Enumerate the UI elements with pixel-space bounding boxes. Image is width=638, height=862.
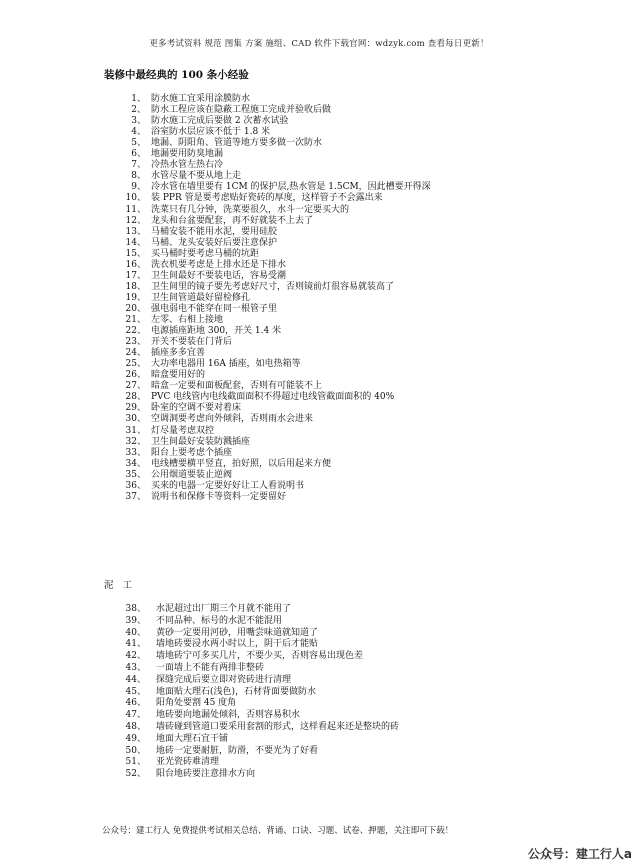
list-item-text: 水泥超过出厂期三个月就不能用了: [156, 604, 292, 614]
list-item-number: 24、: [125, 348, 146, 359]
list-item-number: 32、: [125, 436, 146, 447]
list-item-text: 探缝完成后要立即对瓷砖进行清理: [156, 674, 292, 685]
list-item-text: 地面贴大理石(浅色)，石材背面要做防水: [156, 686, 317, 697]
list-item-number: 43、: [125, 663, 146, 673]
list-item-number: 13、: [125, 226, 146, 237]
list-item-text: PVC 电线管内电线截面面积不得超过电线管截面面积的 40%: [151, 392, 395, 403]
list-item-text: 冷热水管左热右冷: [151, 160, 224, 171]
list-item-number: 21、: [125, 315, 146, 325]
list-item-number: 31、: [125, 425, 146, 436]
list-item-text: 地面大理石宜干铺: [156, 733, 229, 744]
list-item-number: 41、: [125, 639, 146, 650]
list-item-text: 阳角处要割 45 度角: [156, 698, 237, 709]
list-item-number: 40、: [125, 627, 146, 638]
list-item-text: 亚光瓷砖难清理: [156, 757, 220, 768]
list-item-number: 1、: [131, 94, 146, 104]
list-item-text: 马桶安装不能用水泥，要用硅胶: [151, 226, 278, 237]
list-item-number: 27、: [125, 381, 146, 392]
list-item-text: 空调洞要考虑向外倾斜，否则雨水会进来: [151, 414, 314, 425]
list-item-text: 墙砖碰到管道口要采用套割的形式，这样看起来还是整块的砖: [156, 722, 400, 732]
list-item-number: 45、: [125, 686, 146, 697]
list-item-text: 电线槽要横平竖直，拍好照，以后用起来方便: [151, 458, 332, 469]
list-item-text: 水管尽量不要从地上走: [151, 171, 242, 182]
list-item-number: 19、: [125, 292, 146, 303]
list-item-text: 买来的电器一定要好好让工人看说明书: [151, 480, 305, 491]
list-item-number: 51、: [125, 757, 146, 768]
list-item-number: 26、: [125, 370, 146, 381]
list-item-text: 装 PPR 管是要考虑贴好瓷砖的厚度，这样管子不会露出来: [151, 193, 383, 204]
list-item-text: 插座多多宜善: [151, 348, 206, 359]
list-item-text: 防水施工完成后要做 2 次蓄水试验: [151, 116, 289, 127]
list-item-text: 灯尽量考虑双控: [151, 425, 215, 436]
list-item-text: 暗盒要用好的: [151, 370, 206, 381]
list-item-number: 33、: [125, 447, 146, 458]
list-item-text: 买马桶时要考虑马桶的坑距: [151, 248, 260, 259]
list-item-text: 地砖一定要耐脏，防滑，不要光为了好看: [156, 745, 319, 756]
list-item-text: 洗菜只有几分钟，洗菜要很久，水斗一定要买大的: [151, 204, 350, 215]
list-item-text: 开关不要装在门背后: [151, 337, 233, 348]
list-item-text: 公用烟道要装止逆阀: [151, 469, 233, 480]
list-item-text: 地砖要向地漏处倾斜，否则容易积水: [156, 710, 301, 721]
list-item-number: 39、: [125, 615, 146, 626]
page-header: 更多考试资料 规范 图集 方案 施组、CAD 软件下载官网：wdzyk.com 查看每日更新！: [149, 39, 489, 49]
list-item-number: 28、: [125, 392, 146, 403]
list-item-number: 4、: [131, 127, 146, 138]
list-item-number: 20、: [125, 303, 146, 314]
list-item-number: 47、: [125, 710, 146, 721]
list-item-text: 阳台地砖要注意排水方向: [156, 769, 256, 780]
list-item-text: 左零、右相上接地: [151, 315, 224, 325]
list-item-number: 10、: [125, 193, 146, 204]
list-item-number: 37、: [125, 491, 146, 502]
page-footer: 公众号：建工行人 免费提供考试相关总结、背诵、口诀、习题、试卷、押题，关注即可下载！: [102, 826, 454, 836]
list-item-text: 不同品种、标号的水泥不能混用: [156, 615, 283, 626]
list-item-text: 卫生间最好不要装电话，容易受潮: [151, 270, 287, 281]
list-item-number: 38、: [125, 604, 146, 614]
list-item-number: 36、: [125, 480, 146, 491]
list-item-number: 42、: [125, 651, 146, 662]
list-item-number: 48、: [125, 722, 146, 732]
list-item-text: 说明书和保修卡等资料一定要留好: [151, 491, 287, 502]
list-item-text: 洗衣机要考虑是上排水还是下排水: [151, 259, 287, 270]
list-item-number: 49、: [125, 733, 146, 744]
list-item-number: 16、: [125, 259, 146, 270]
list-item-number: 17、: [125, 270, 146, 281]
list-item-text: 电源插座距地 300，开关 1.4 米: [151, 326, 282, 337]
list-item-number: 3、: [131, 116, 146, 127]
list-item-text: 马桶、龙头安装好后要注意保护: [151, 237, 278, 248]
list-item-number: 22、: [125, 326, 146, 337]
list-item-text: 墙地砖宁可多买几片，不要少买，否则容易出现色差: [156, 651, 364, 662]
list-item-number: 5、: [131, 138, 146, 149]
watermark: 公众号：建工行人a: [527, 847, 632, 861]
list-item-number: 6、: [131, 149, 146, 160]
list-item-text: 黄砂一定要用河砂，用嘴尝味道就知道了: [156, 627, 319, 638]
list-item-number: 7、: [131, 160, 146, 171]
list-item-text: 浴室防水层应该不低于 1.8 米: [151, 127, 271, 138]
list-item-number: 29、: [125, 403, 146, 414]
list-item-number: 34、: [125, 458, 146, 469]
list-item-number: 2、: [131, 105, 146, 116]
list-item-text: 地漏要用防臭地漏: [151, 149, 224, 160]
list-item-number: 9、: [131, 182, 146, 193]
list-item-number: 50、: [125, 745, 146, 756]
list-item-number: 8、: [131, 171, 146, 182]
list-item-text: 龙头和台盆要配套，再不好就装不上去了: [151, 215, 314, 226]
list-item-number: 12、: [125, 215, 146, 226]
list-item-text: 卧室的空调不要对着床: [151, 403, 242, 414]
list-item-text: 大功率电器用 16A 插座，如电热箱等: [151, 359, 301, 370]
list-item-text: 墙地砖要浸水两小时以上，阴干后才能贴: [156, 639, 319, 650]
list-item-text: 强电弱电不能穿在同一根管子里: [151, 303, 278, 314]
list-item-text: 卫生间最好安装防溅插座: [151, 436, 251, 447]
list-item-text: 卫生间里的镜子要先考虑好尺寸，否则镜前灯很容易就装高了: [151, 281, 395, 292]
list-item-number: 30、: [125, 414, 146, 425]
list-item-number: 46、: [125, 698, 146, 709]
list-item-text: 地漏、阴阳角、管道等地方要多做一次防水: [151, 138, 323, 149]
list-item-text: 暗盒一定要和面板配套，否则有可能装不上: [151, 381, 323, 392]
list-item-number: 52、: [125, 769, 146, 780]
list-item-text: 一面墙上不能有两排非整砖: [156, 663, 265, 673]
list-item-text: 卫生间管道最好留检修孔: [151, 292, 251, 303]
document-title: 装修中最经典的 100 条小经验: [104, 69, 249, 81]
list-item-number: 35、: [125, 469, 146, 480]
list-item-number: 11、: [125, 204, 146, 215]
list-item-text: 冷水管在墙里要有 1CM 的保护层,热水管是 1.5CM，因此槽要开得深: [151, 182, 431, 193]
section-heading: 泥 工: [104, 580, 136, 591]
list-item-text: 阳台上要考虑个插座: [151, 447, 233, 458]
list-item-number: 23、: [125, 337, 146, 348]
list-item-text: 防水工程应该在隐蔽工程施工完成并验收后做: [151, 105, 332, 116]
list-item-number: 15、: [125, 248, 146, 259]
list-item-number: 18、: [125, 281, 146, 292]
list-item-number: 14、: [125, 237, 146, 248]
list-item-number: 25、: [125, 359, 146, 370]
list-item-text: 防水施工宜采用涂膜防水: [151, 94, 251, 104]
list-item-number: 44、: [125, 674, 146, 685]
